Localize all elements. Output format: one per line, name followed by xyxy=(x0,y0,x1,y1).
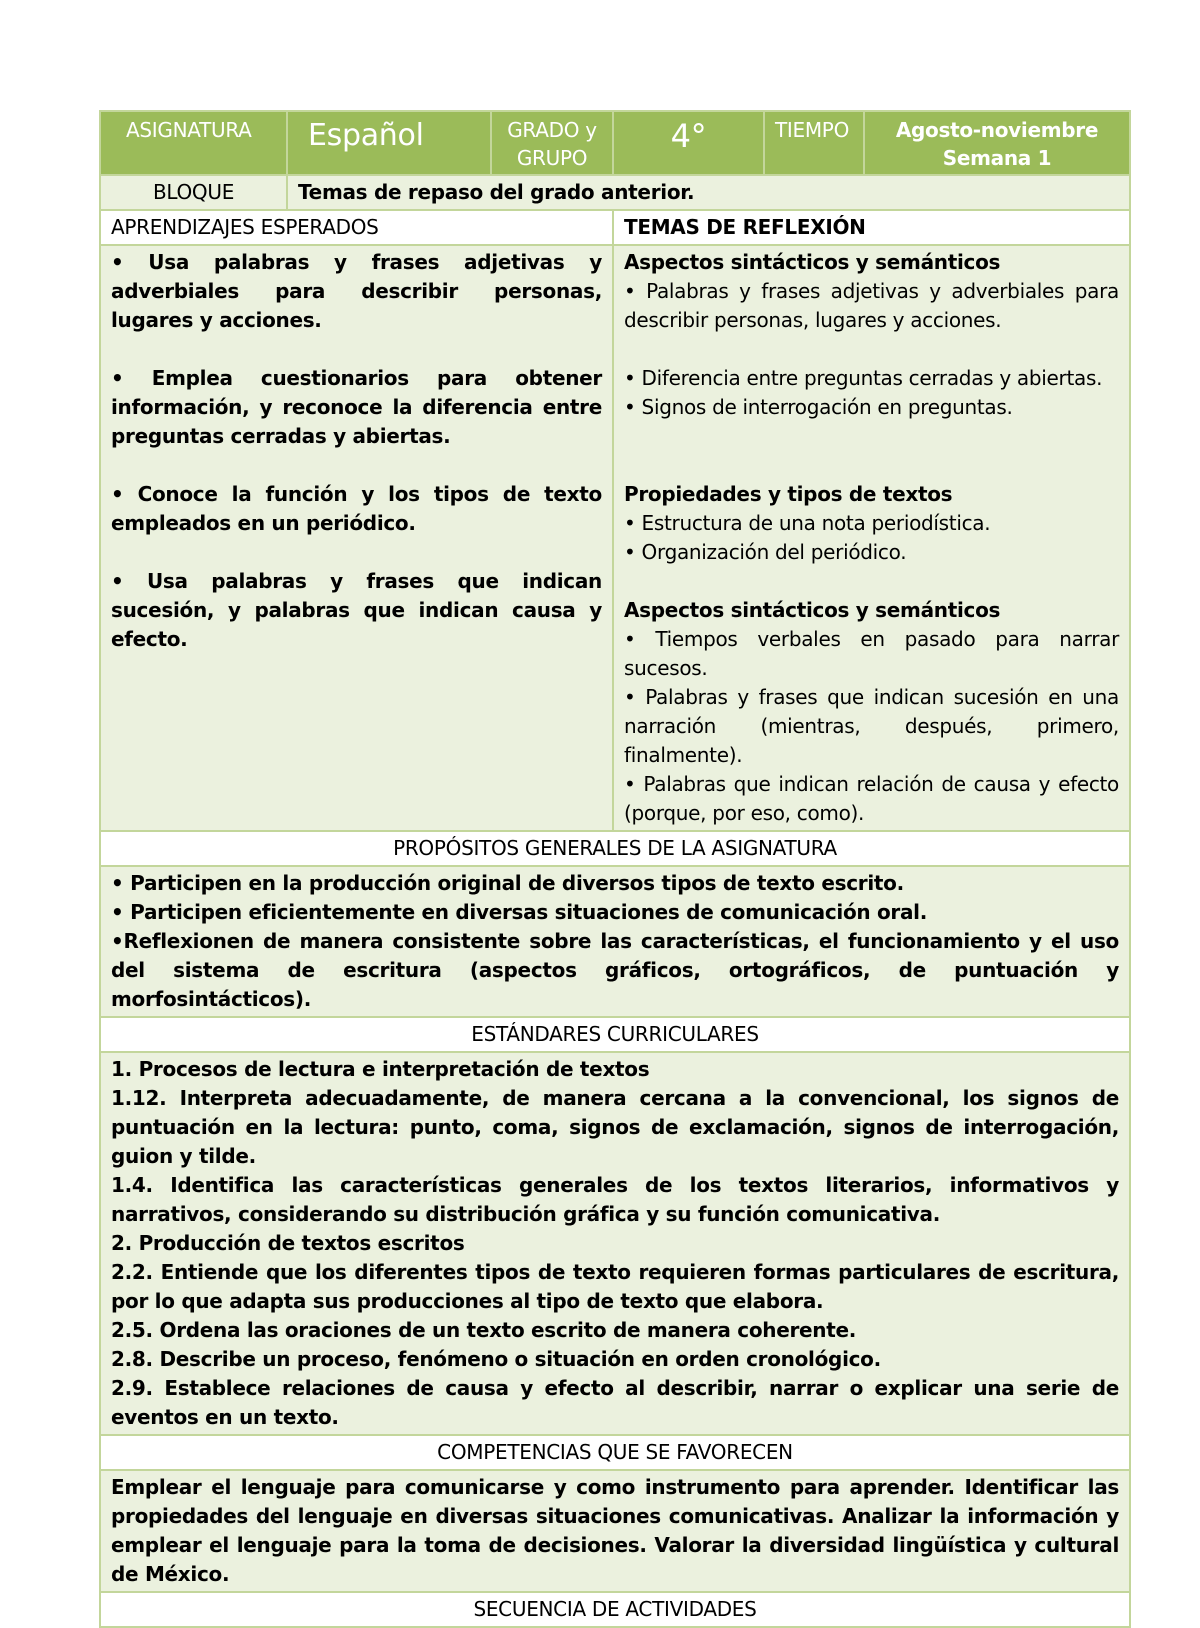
tiempo-value xyxy=(864,111,1130,175)
proposito-item: • Participen en la producción original de diversos tipos de texto escrito. xyxy=(111,871,904,895)
estandares-row xyxy=(100,1052,1130,1435)
propositos-title-row xyxy=(100,831,1130,866)
tema-item: • Diferencia entre preguntas cerradas y abiertas. xyxy=(624,366,1103,390)
asignatura-label: ASIGNATURA xyxy=(100,111,287,175)
estandar-item: 1.12. Interpreta adecuadamente, de manera cercana a la convencional, los signos de puntuación en la lectura: punto, coma, signos de exclamación, signos de interrogación, guion y tilde. xyxy=(111,1086,1119,1168)
temas-group-title: Propiedades y tipos de textos xyxy=(624,482,953,506)
competencias-row xyxy=(100,1470,1130,1592)
header-row xyxy=(100,111,1130,175)
estandares-title: ESTÁNDARES CURRICULARES xyxy=(100,1017,1130,1052)
aprendizajes-cell xyxy=(100,245,613,831)
secuencia-title-row xyxy=(100,1592,1130,1627)
estandar-item: 1.4. Identifica las características generales de los textos literarios, informativos y narrativos, considerando su distribución gráfica y su función comunicativa. xyxy=(111,1173,1119,1226)
grado-value: 4° xyxy=(613,111,764,175)
proposito-item: • Participen eficientemente en diversas situaciones de comunicación oral. xyxy=(111,900,928,924)
estandar-item: 2.5. Ordena las oraciones de un texto escrito de manera coherente. xyxy=(111,1318,857,1342)
tema-item: • Palabras y frases que indican sucesión en una narración (mientras, después, primero, finalmente). xyxy=(624,685,1119,767)
aprendizaje-item: • Usa palabras y frases adjetivas y adverbiales para describir personas, lugares y acciones. xyxy=(111,250,602,332)
tema-item: • Palabras y frases adjetivas y adverbiales para describir personas, lugares y acciones. xyxy=(624,279,1119,332)
bloque-row xyxy=(100,175,1130,210)
bloque-label: BLOQUE xyxy=(100,175,287,210)
tema-item: • Signos de interrogación en preguntas. xyxy=(624,395,1013,419)
estandar-item: 1. Procesos de lectura e interpretación de textos xyxy=(111,1057,650,1081)
competencias-title: COMPETENCIAS QUE SE FAVORECEN xyxy=(100,1435,1130,1470)
tema-item: • Organización del periódico. xyxy=(624,540,907,564)
content-row xyxy=(100,245,1130,831)
temas-header: TEMAS DE REFLEXIÓN xyxy=(613,210,1130,245)
aprendizajes-header: APRENDIZAJES ESPERADOS xyxy=(100,210,613,245)
propositos-row xyxy=(100,866,1130,1017)
temas-group-title: Aspectos sintácticos y semánticos xyxy=(624,250,1001,274)
propositos-title: PROPÓSITOS GENERALES DE LA ASIGNATURA xyxy=(100,831,1130,866)
estandar-item: 2. Producción de textos escritos xyxy=(111,1231,465,1255)
aprendizaje-item: • Conoce la función y los tipos de texto empleados en un periódico. xyxy=(111,482,602,535)
tema-item: • Palabras que indican relación de causa y efecto (porque, por eso, como). xyxy=(624,772,1119,825)
temas-cell xyxy=(613,245,1130,831)
tema-item: • Estructura de una nota periodística. xyxy=(624,511,991,535)
tema-item: • Tiempos verbales en pasado para narrar sucesos. xyxy=(624,627,1119,680)
competencias-text: Emplear el lenguaje para comunicarse y como instrumento para aprender. Identificar las propiedades del lenguaje en diversas situaciones comunicativas. Analizar la información y emplear el lenguaje para la toma de decisiones. Valorar la diversidad lingüística y cultural de México. xyxy=(100,1470,1130,1592)
tiempo-label: TIEMPO xyxy=(764,111,864,175)
temas-group-title: Aspectos sintácticos y semánticos xyxy=(624,598,1001,622)
aprendizaje-item: • Emplea cuestionarios para obtener información, y reconoce la diferencia entre preguntas cerradas y abiertas. xyxy=(111,366,602,448)
estandar-item: 2.8. Describe un proceso, fenómeno o situación en orden cronológico. xyxy=(111,1347,881,1371)
secuencia-title: SECUENCIA DE ACTIVIDADES xyxy=(100,1592,1130,1627)
bloque-value: Temas de repaso del grado anterior. xyxy=(287,175,1130,210)
columns-row xyxy=(100,210,1130,245)
tiempo-months: Agosto-noviembre xyxy=(895,118,1099,142)
propositos-cell xyxy=(100,866,1130,1017)
aprendizaje-item: • Usa palabras y frases que indican sucesión, y palabras que indican causa y efecto. xyxy=(111,569,602,651)
estandares-cell xyxy=(100,1052,1130,1435)
tiempo-week: Semana 1 xyxy=(942,146,1052,170)
estandares-title-row xyxy=(100,1017,1130,1052)
competencias-title-row xyxy=(100,1435,1130,1470)
planning-table xyxy=(99,110,1131,1628)
asignatura-value: Español xyxy=(287,111,491,175)
estandar-item: 2.9. Establece relaciones de causa y efecto al describir, narrar o explicar una serie de eventos en un texto. xyxy=(111,1376,1119,1429)
grado-label: GRADO y GRUPO xyxy=(491,111,613,175)
proposito-item: •Reflexionen de manera consistente sobre las características, el funcionamiento y el uso del sistema de escritura (aspectos gráficos, ortográficos, de puntuación y morfosintácticos). xyxy=(111,929,1119,1011)
estandar-item: 2.2. Entiende que los diferentes tipos de texto requieren formas particulares de escritura, por lo que adapta sus producciones al tipo de texto que elabora. xyxy=(111,1260,1119,1313)
